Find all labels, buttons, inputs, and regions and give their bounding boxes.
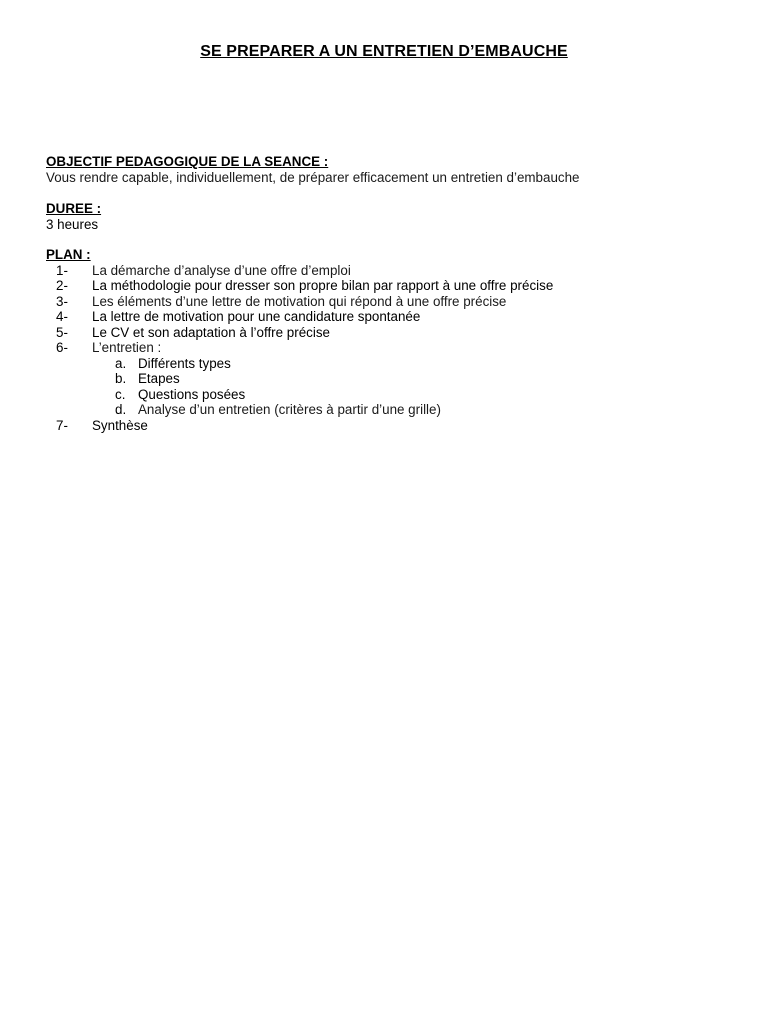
plan-item-text: L’entretien :: [92, 340, 162, 355]
plan-list: [46, 263, 726, 356]
sub-item: [46, 402, 726, 418]
sub-item: [46, 387, 726, 403]
sub-item: [46, 371, 726, 387]
plan-item-number: 3-: [56, 293, 68, 309]
sub-item-text: Etapes: [138, 371, 180, 386]
duree-heading: DUREE :: [46, 201, 102, 216]
plan-item-number: 6-: [56, 340, 68, 355]
plan-item-number: 7-: [56, 417, 68, 433]
duree-section: [46, 201, 726, 232]
plan-item-number: 1-: [56, 262, 68, 278]
plan-section: [46, 247, 726, 433]
plan-item-text: Synthèse: [92, 417, 148, 433]
plan-item-number: 2-: [56, 278, 68, 293]
plan-item: [46, 325, 726, 341]
plan-item-text: Le CV et son adaptation à l’offre précise: [92, 324, 330, 340]
objectif-section: [46, 154, 726, 185]
plan-item-number: 4-: [56, 309, 68, 324]
sub-item-letter: b.: [115, 371, 127, 386]
sub-item: [46, 356, 726, 372]
plan-item-text: La démarche d’analyse d’une offre d’emploi: [92, 262, 351, 278]
entretien-sub-list: [46, 356, 726, 418]
plan-item-number: 5-: [56, 324, 68, 340]
plan-item-text: Les éléments d’une lettre de motivation qui répond à une offre précise: [92, 293, 507, 309]
plan-item: [46, 294, 726, 310]
plan-item: [46, 278, 726, 294]
sub-item-letter: d.: [115, 402, 127, 417]
plan-item: [46, 263, 726, 279]
plan-item-text: La méthodologie pour dresser son propre bilan par rapport à une offre précise: [92, 278, 554, 293]
document-title: SE PREPARER A UN ENTRETIEN D’EMBAUCHE: [200, 43, 568, 60]
objectif-heading: OBJECTIF PEDAGOGIQUE DE LA SEANCE :: [46, 154, 329, 169]
sub-item-letter: a.: [115, 355, 127, 371]
sub-item-text: Différents types: [138, 355, 231, 371]
plan-heading: PLAN :: [46, 247, 91, 262]
sub-item-letter: c.: [115, 386, 126, 402]
plan-item: [46, 309, 726, 325]
objectif-text: Vous rendre capable, individuellement, de préparer efficacement un entretien d’embauche: [46, 169, 580, 185]
duree-text: 3 heures: [46, 216, 99, 232]
plan-item-text: La lettre de motivation pour une candidature spontanée: [92, 309, 421, 324]
plan-item: [46, 418, 726, 434]
plan-item: [46, 340, 726, 356]
plan-list-continued: [46, 418, 726, 434]
sub-item-text: Questions posées: [138, 386, 246, 402]
sub-item-text: Analyse d’un entretien (critères à partir d’une grille): [138, 402, 441, 417]
